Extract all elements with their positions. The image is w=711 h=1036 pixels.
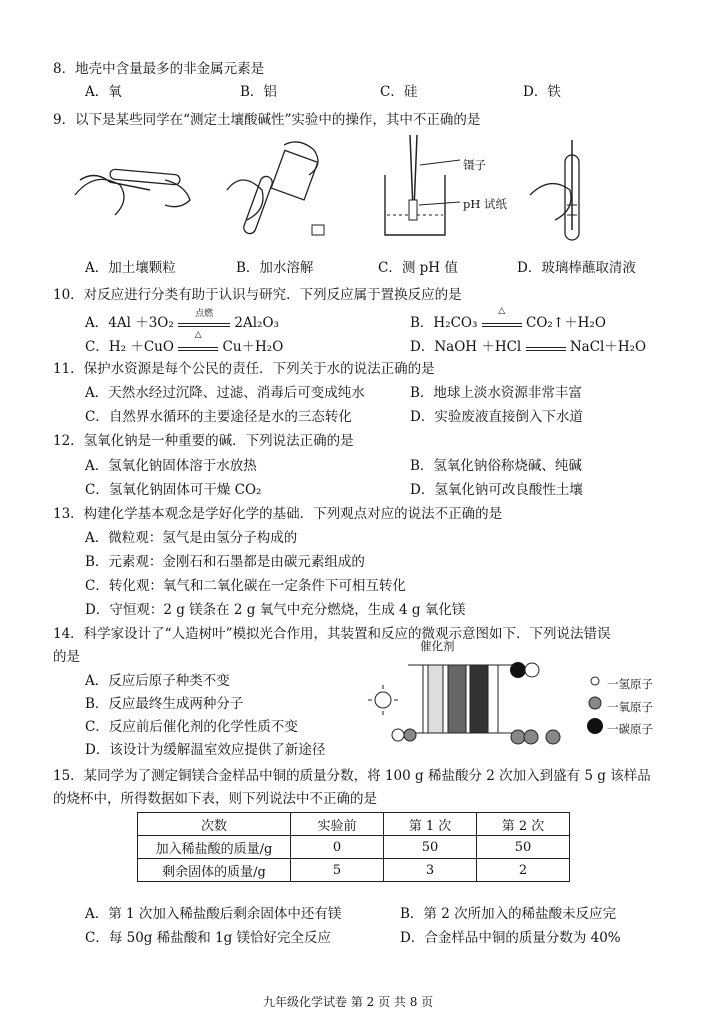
q13-option-d: D．守恒观：2 g 镁条在 2 g 氧气中充分燃烧，生成 4 g 氧化镁 [85,602,466,618]
q12-option-c: C．氢氧化钠固体可干燥 CO₂ [85,482,262,498]
table-row [138,859,570,882]
q13-stem: 13．构建化学基本观念是学好化学的基础．下列观点对应的说法不正确的是 [53,506,503,522]
q9-option-b: B．加水溶解 [236,260,314,276]
q15-stem-line1: 15．某同学为了测定铜镁合金样品中铜的质量分数，将 100 g 稀盐酸分 2 次加入到盛有 5 g 该样品 [53,768,651,784]
q14-option-a: A．反应后原子种类不变 [85,673,230,689]
table-cell: 50 [477,836,570,859]
legend-atoms [588,676,608,736]
q9-option-d: D．玻璃棒蘸取清液 [517,260,636,276]
q12-option-a: A．氢氧化钠固体溶于水放热 [85,458,257,474]
q14-option-b: B．反应最终生成两种分子 [85,696,244,712]
q15-option-a: A．第 1 次加入稀盐酸后剩余固体中还有镁 [85,906,342,922]
table-header-cell: 第 2 次 [477,813,570,836]
q10-option-b: B．H₂CO₃ △ CO₂↑＋H₂O [410,306,606,331]
q8-option-d: D．铁 [523,84,561,100]
table-header-cell: 次数 [138,813,291,836]
figure-glass-rod [525,135,625,245]
q15-data-table [137,812,570,882]
q9-option-a: A．加土壤颗粒 [85,260,176,276]
q9-option-c: C．测 pH 值 [378,260,458,276]
q11-option-c: C．自然界水循环的主要途径是水的三态转化 [85,409,352,425]
q11-option-b: B．地球上淡水资源非常丰富 [410,385,582,401]
q14-option-d: D．该设计为缓解温室效应提供了新途径 [85,742,326,758]
legend-oxygen: 一氧原子 [607,700,653,714]
table-row [138,836,570,859]
q12-option-d: D．氢氧化钠可改良酸性土壤 [410,482,583,498]
table-cell: 加入稀盐酸的质量/g [138,836,291,859]
q10-stem: 10．对反应进行分类有助于认识与研究．下列反应属于置换反应的是 [53,287,462,303]
q10-option-c: C．H₂ ＋CuO △ Cu＋H₂O [85,330,284,355]
q10-option-d: D．NaOH ＋HCl NaCl＋H₂O [410,339,647,355]
catalyst-label: 催化剂 [420,639,455,653]
table-cell: 2 [477,859,570,882]
q11-option-a: A．天然水经过沉降、过滤、消毒后可变成纯水 [85,385,365,401]
page-footer: 九年级化学试卷 第 2 页 共 8 页 [263,995,434,1009]
legend-carbon: 一碳原子 [607,722,653,736]
q15-option-b: B．第 2 次所加入的稀盐酸未反应完 [400,906,617,922]
figure-measure-ph [375,130,515,250]
q8-stem: 8．地壳中含量最多的非金属元素是 [53,61,265,77]
table-cell: 3 [384,859,477,882]
figure-add-water [222,135,342,245]
q8-option-a: A．氧 [85,84,122,100]
q12-option-b: B．氢氧化钠俗称烧碱、纯碱 [410,458,582,474]
q8-option-c: C．硅 [380,84,418,100]
label-ph-paper: pH 试纸 [463,197,508,211]
q10-option-a: A．4Al ＋3O₂ 点燃 2Al₂O₃ [85,309,279,331]
table-cell: 5 [291,859,384,882]
q12-stem: 12．氢氧化钠是一种重要的碱．下列说法正确的是 [53,433,354,449]
q13-option-c: C．转化观：氧气和二氧化碳在一定条件下可相互转化 [85,578,406,594]
q14-stem-line1: 14．科学家设计了“人造树叶”模拟光合作用，其装置和反应的微观示意图如下．下列说法错误 [53,626,611,642]
q14-stem-line2: 的是 [53,649,80,665]
label-tweezers: 镊子 [463,158,486,172]
q15-stem-line2: 的烧杯中，所得数据如下表，则下列说法中不正确的是 [53,791,377,807]
table-header-row [138,813,570,836]
table-header-cell: 第 1 次 [384,813,477,836]
q11-option-d: D．实验废液直接倒入下水道 [410,409,583,425]
table-cell: 0 [291,836,384,859]
q15-option-c: C．每 50g 稀盐酸和 1g 镁恰好完全反应 [85,930,332,946]
q14-option-c: C．反应前后催化剂的化学性质不变 [85,719,298,735]
q13-option-a: A．微粒观：氢气是由氢分子构成的 [85,530,298,546]
q15-option-d: D．合金样品中铜的质量分数为 40% [400,930,621,946]
q9-stem: 9．以下是某些同学在“测定土壤酸碱性”实验中的操作，其中不正确的是 [53,112,481,128]
figure-add-soil [70,150,200,240]
q13-option-b: B．元素观：金刚石和石墨都是由碳元素组成的 [85,554,365,570]
legend-hydrogen: 一氢原子 [607,677,653,691]
table-cell: 剩余固体的质量/g [138,859,291,882]
q8-option-b: B．铝 [240,84,277,100]
table-header-cell: 实验前 [291,813,384,836]
table-cell: 50 [384,836,477,859]
artificial-leaf-diagram [368,655,578,755]
q11-stem: 11．保护水资源是每个公民的责任．下列关于水的说法正确的是 [53,361,435,377]
